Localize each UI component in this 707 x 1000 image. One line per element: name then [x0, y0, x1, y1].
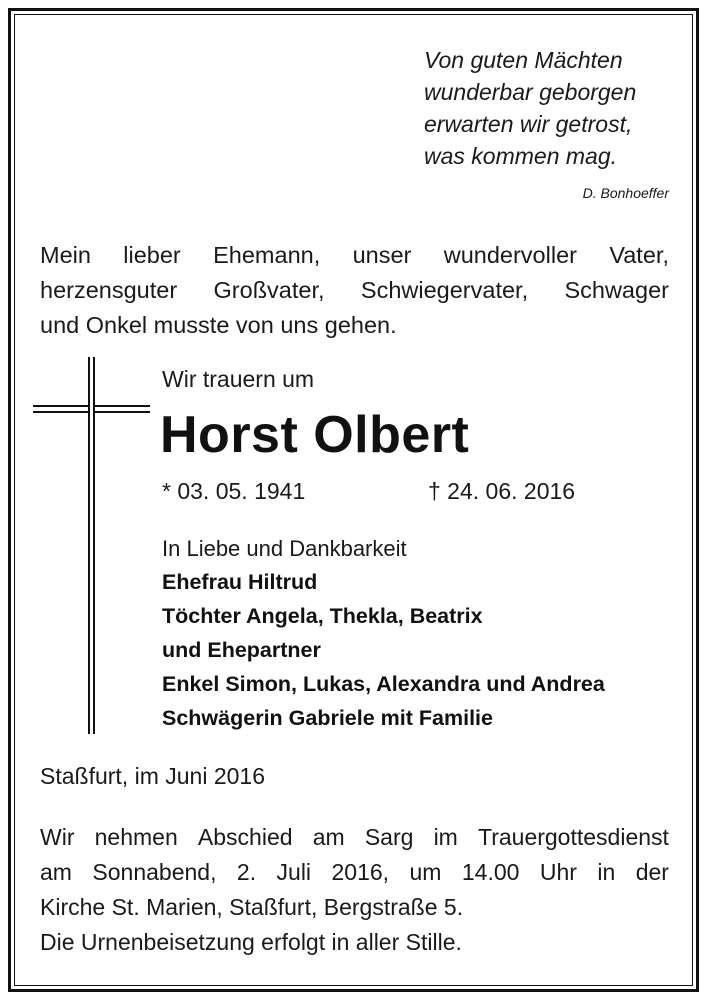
word: am	[312, 824, 345, 850]
word: 2.	[236, 859, 257, 885]
word: herzensguter	[40, 277, 178, 303]
family-member: Enkel Simon, Lukas, Alexandra und Andrea	[162, 672, 605, 696]
word: nehmen	[94, 824, 178, 850]
family-member: Töchter Angela, Thekla, Beatrix	[162, 604, 483, 628]
word: lieber	[123, 242, 181, 268]
service-paragraph	[40, 820, 669, 960]
cross-icon-center	[88, 405, 95, 413]
word: Abschied	[197, 824, 293, 850]
word: Vater,	[609, 242, 669, 268]
motto-line: was kommen mag.	[424, 143, 618, 169]
word: in	[597, 859, 616, 885]
service-line-4: Die Urnenbeisetzung erfolgt in aller Stille.	[40, 929, 462, 955]
intro-line-3: und Onkel musste von uns gehen.	[40, 312, 397, 338]
word: um	[409, 859, 442, 885]
service-line-1	[40, 820, 669, 855]
word: Uhr	[539, 859, 577, 885]
cross-icon	[88, 357, 95, 734]
mourning-intro: Wir trauern um	[162, 366, 315, 392]
word: im	[433, 824, 458, 850]
place-date: Staßfurt, im Juni 2016	[40, 763, 265, 789]
motto-line: Von guten Mächten	[424, 47, 623, 73]
word: 14.00	[461, 859, 520, 885]
deceased-name: Horst Olbert	[160, 406, 470, 464]
motto-author: D. Bonhoeffer	[582, 185, 669, 201]
word: Sonnabend,	[92, 859, 217, 885]
word: am	[40, 859, 72, 885]
thanks-line: In Liebe und Dankbarkeit	[162, 536, 407, 561]
family-list	[162, 565, 605, 735]
family-member: Ehefrau Hiltrud	[162, 570, 318, 594]
birth-date: * 03. 05. 1941	[162, 478, 306, 504]
word: Sarg	[364, 824, 414, 850]
motto-line: wunderbar geborgen	[424, 79, 637, 105]
word: Trauergottesdienst	[478, 824, 669, 850]
motto-quote	[424, 44, 674, 172]
death-date: † 24. 06. 2016	[428, 478, 576, 504]
word: wundervoller	[443, 242, 577, 268]
word: Schwiegervater,	[360, 277, 529, 303]
motto-line: erwarten wir getrost,	[424, 111, 633, 137]
word: Mein	[40, 242, 91, 268]
word: Schwager	[564, 277, 669, 303]
word: 2016,	[331, 859, 390, 885]
family-member: und Ehepartner	[162, 638, 321, 662]
word: Ehemann,	[213, 242, 321, 268]
intro-line-1	[40, 238, 669, 273]
word: der	[635, 859, 669, 885]
intro-paragraph	[40, 238, 669, 343]
service-line-2	[40, 855, 669, 890]
intro-line-2	[40, 273, 669, 308]
word: Wir	[40, 824, 75, 850]
word: unser	[352, 242, 412, 268]
service-line-3: Kirche St. Marien, Staßfurt, Bergstraße 5.	[40, 894, 464, 920]
word: Großvater,	[213, 277, 325, 303]
word: Juli	[276, 859, 312, 885]
family-member: Schwägerin Gabriele mit Familie	[162, 706, 493, 730]
